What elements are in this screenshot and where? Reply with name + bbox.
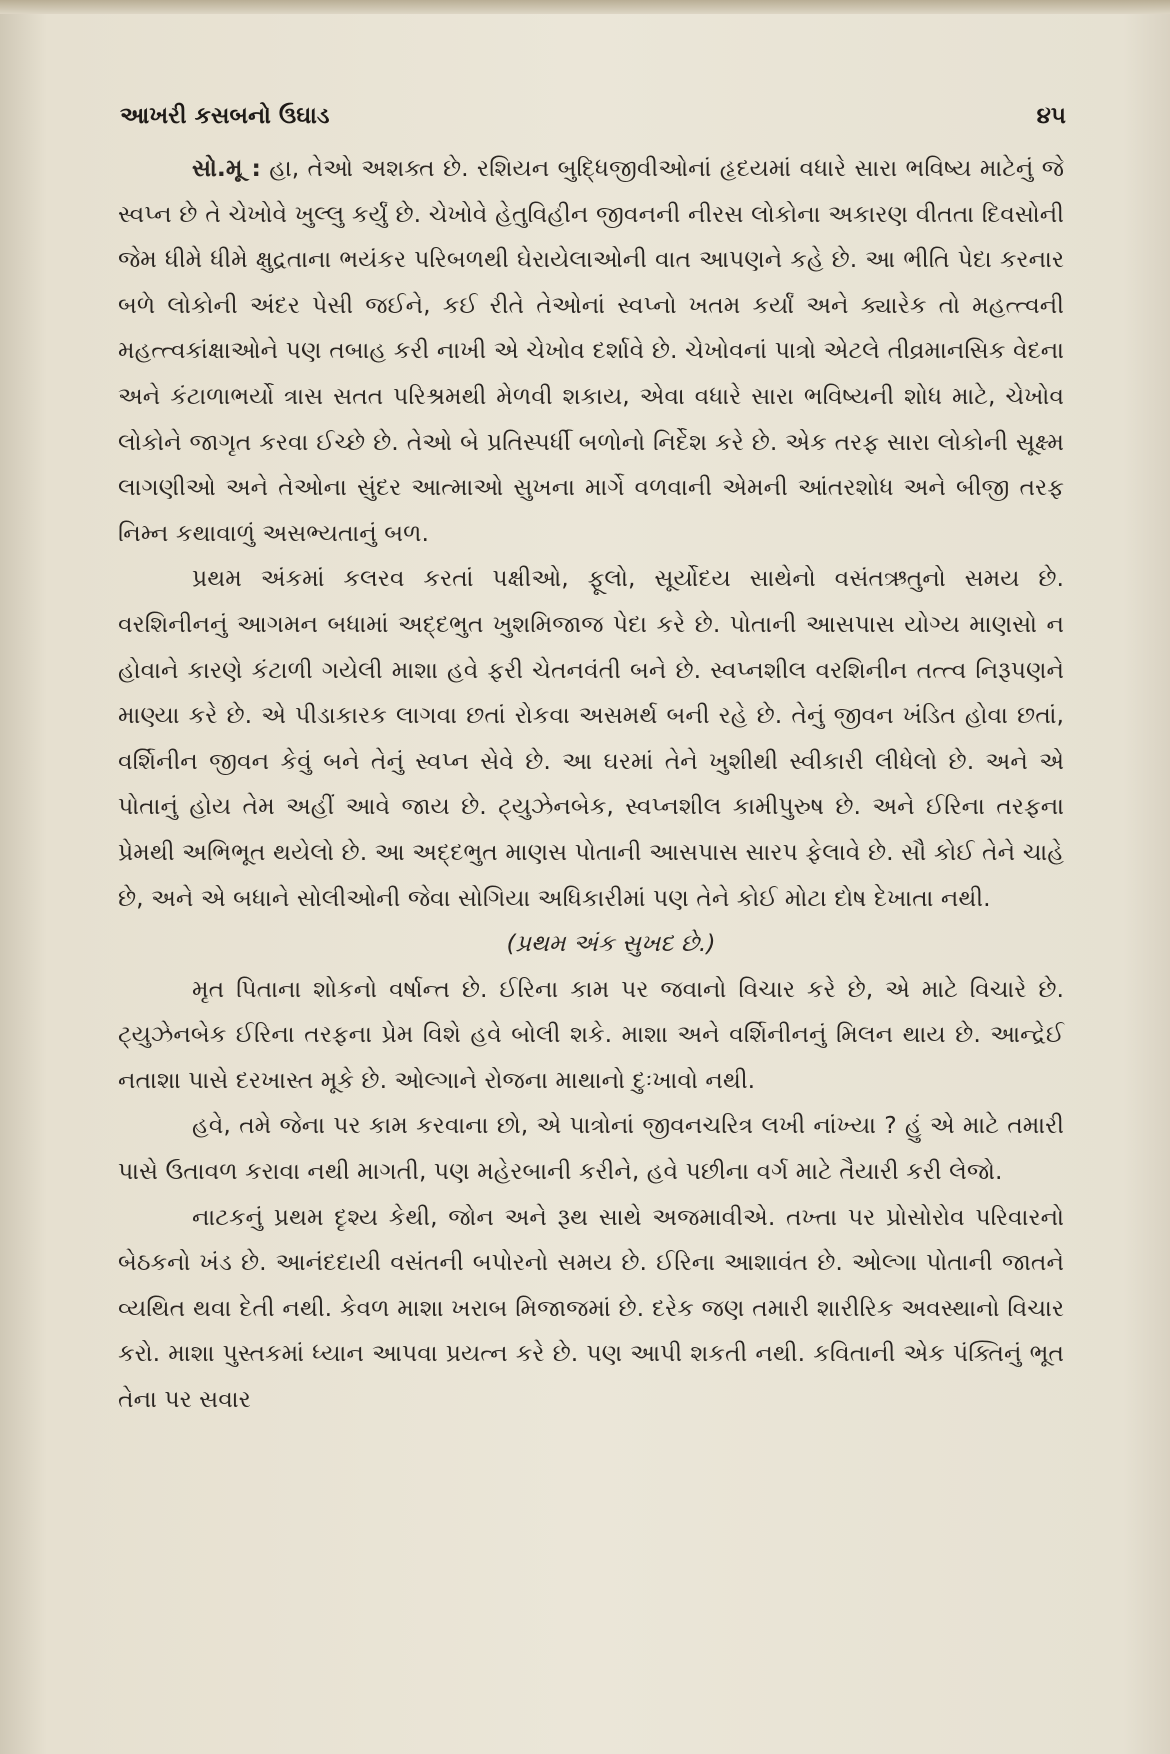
speaker-label: સો.મૂ : bbox=[192, 154, 261, 182]
paragraph: નાટકનું પ્રથમ દૃશ્ય કેથી, જોન અને રૂથ સાથે અજમાવીએ. તખ્તા પર પ્રોસોરોવ પરિવારનો બેઠકનો ખંડ છે. આનંદદાયી વસંતની બપોરનો સમય છે. ઈરિના આશાવંત છે. ઓલ્ગા પોતાની જાતને વ્યથિત થવા દેતી નથી. કેવળ માશા ખરાબ મિજાજમાં છે. દરેક જણ તમારી શારીરિક અવસ્થાનો વિચાર કરો. માશા પુસ્તકમાં ધ્યાન આપવા પ્રયત્ન કરે છે. પણ આપી શકતી નથી. કવિતાની એક પંક્તિનું ભૂત તેના પર સવાર bbox=[118, 1202, 1064, 1414]
running-header bbox=[120, 96, 1066, 136]
paragraph bbox=[118, 146, 1064, 556]
page-top-edge bbox=[0, 0, 1170, 14]
chapter-title: આખરી કસબનો ઉઘાડ bbox=[120, 103, 330, 129]
paragraph: હવે, તમે જેના પર કામ કરવાના છો, એ પાત્રોનાં જીવનચરિત્ર લખી નાંખ્યા ? હું એ માટે તમારી પાસે ઉતાવળ કરાવા નથી માગતી, પણ મહેરબાની કરીને, હવે પછીના વર્ગ માટે તૈયારી કરી લેજો. bbox=[118, 1111, 1064, 1186]
paragraph: પ્રથમ અંકમાં કલરવ કરતાં પક્ષીઓ, ફૂલો, સૂર્યોદય સાથેનો વસંતઋતુનો સમય છે. વરશિનીનનું આગમન બધામાં અદ્દભુત ખુશમિજાજ પેદા કરે છે. પોતાની આસપાસ યોગ્ય માણસો ન હોવાને કારણે કંટાળી ગયેલી માશા હવે ફરી ચેતનવંતી બને છે. સ્વપ્નશીલ વરશિનીન તત્ત્વ નિરૂપણને માણ્યા કરે છે. એ પીડાકારક લાગવા છતાં રોકવા અસમર્થ બની રહે છે. તેનું જીવન ખંડિત હોવા છતાં, વર્શિનીન જીવન કેવું બને તેનું સ્વપ્ન સેવે છે. આ ઘરમાં તેને ખુશીથી સ્વીકારી લીધેલો છે. અને એ પોતાનું હોય તેમ અહીં આવે જાય છે. ટ્યુઝેનબેક, સ્વપ્નશીલ કામીપુરુષ છે. અને ઈરિના તરફના પ્રેમથી અભિભૂત થયેલો છે. આ અદ્દભુત માણસ પોતાની આસપાસ સારપ ફેલાવે છે. સૌ કોઈ તેને ચાહે છે, અને એ બધાને સોલીઓની જેવા સોગિયા અધિકારીમાં પણ તેને કોઈ મોટા દોષ દેખાતા નથી. bbox=[118, 564, 1064, 912]
paragraph-text: હા, તેઓ અશક્ત છે. રશિયન બુદ્ધિજીવીઓનાં હૃદયમાં વધારે સારા ભવિષ્ય માટેનું જે સ્વપ્ન છે તે ચેખોવે ખુલ્લુ કર્યું છે. ચેખોવે હેતુવિહીન જીવનની નીરસ લોકોના અકારણ વીતતા દિવસોની જેમ ધીમે ધીમે ક્ષુદ્રતાના ભયંકર પરિબળથી ઘેરાયેલાઓની વાત આપણને કહે છે. આ ભીતિ પેદા કરનાર બળે લોકોની અંદર પેસી જઈને, કઈ રીતે તેઓનાં સ્વપ્નો ખતમ કર્યાં અને ક્યારેક તો મહત્ત્વની મહત્ત્વકાંક્ષાઓને પણ તબાહ કરી નાખી એ ચેખોવ દર્શાવે છે. ચેખોવનાં પાત્રો એટલે તીવ્રમાનસિક વેદના અને કંટાળાભર્યો ત્રાસ સતત પરિશ્રમથી મેળવી શકાય, એવા વધારે સારા ભવિષ્યની શોધ માટે, ચેખોવ લોકોને જાગૃત કરવા ઈચ્છે છે. તેઓ બે પ્રતિસ્પર્ધી બળોનો નિર્દેશ કરે છે. એક તરફ સારા લોકોની સૂક્ષ્મ લાગણીઓ અને તેઓના સુંદર આત્માઓ સુખના માર્ગે વળવાની એમની આંતરશોધ અને બીજી તરફ નિમ્ન કથાવાળું અસભ્યતાનું બળ. bbox=[118, 154, 1064, 547]
centered-note: (પ્રથમ અંક સુખદ છે.) bbox=[506, 929, 716, 958]
page-number: ૪૫ bbox=[1036, 103, 1066, 129]
body-text bbox=[118, 146, 1064, 1423]
paragraph: મૃત પિતાના શોકનો વર્ષાન્ત છે. ઈરિના કામ પર જવાનો વિચાર કરે છે, એ માટે વિચારે છે. ટ્યુઝેનબેક ઈરિના તરફના પ્રેમ વિશે હવે બોલી શકે. માશા અને વર્શિનીનનું મિલન થાય છે. આન્દ્રેઈ નતાશા પાસે દરખાસ્ત મૂકે છે. ઓલ્ગાને રોજના માથાનો દુઃખાવો નથી. bbox=[118, 974, 1064, 1094]
